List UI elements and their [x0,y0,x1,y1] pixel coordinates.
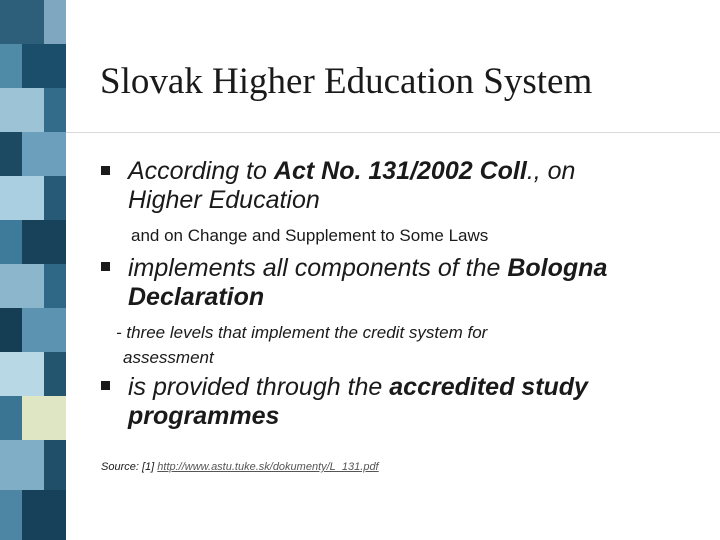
bullet-square-icon [101,381,110,390]
stripe-block [0,396,22,440]
bullet-2-prefix: implements all components of the [128,254,508,282]
stripe-block [0,440,44,490]
source-citation [101,461,379,473]
stripe-block [44,0,66,44]
accredited-label: accredited study [389,373,588,401]
sub-point-2-line2: assessment [123,348,214,367]
stripe-block [44,264,66,308]
stripe-block [0,308,22,352]
bullet-3-text [128,373,588,431]
stripe-block [22,308,66,352]
source-link[interactable]: http://www.astu.tuke.sk/dokumenty/L_131.pdf [157,461,379,473]
stripe-block [0,490,22,540]
declaration-label: Declaration [128,283,265,311]
stripe-block [22,396,66,440]
stripe-block [0,88,44,132]
stripe-block [44,352,66,396]
stripe-block [22,220,66,264]
source-label: Source: [1] [101,461,158,473]
bullet-3-prefix: is provided through the [128,373,390,401]
bullet-1-suffix: ., on [526,157,576,185]
stripe-block [44,440,66,490]
stripe-block [22,490,66,540]
sub-point-2-line1: - three levels that implement the credit system for [116,323,488,342]
decorative-stripe [0,0,66,540]
stripe-block [22,44,66,88]
bologna-label: Bologna [507,254,608,282]
slide-title: Slovak Higher Education System [100,61,593,102]
stripe-block [0,352,44,396]
stripe-block [0,176,44,220]
bullet-1-line2: Higher Education [128,186,320,214]
bullet-1-prefix: According to [128,157,274,185]
bullet-square-icon [101,262,110,271]
stripe-block [0,132,22,176]
stripe-block [44,88,66,132]
sub-point-1: and on Change and Supplement to Some Laws [131,226,489,245]
stripe-block [0,0,44,44]
stripe-block [0,264,44,308]
bullet-2-text [128,254,607,312]
stripe-block [44,176,66,220]
stripe-block [0,44,22,88]
programmes-label: programmes [128,402,280,430]
act-reference: Act No. 131/2002 Coll [273,157,527,185]
stripe-block [22,132,66,176]
bullet-1-text [128,157,575,215]
title-divider [66,132,720,133]
bullet-square-icon [101,166,110,175]
stripe-block [0,220,22,264]
sub-point-2 [116,320,487,370]
